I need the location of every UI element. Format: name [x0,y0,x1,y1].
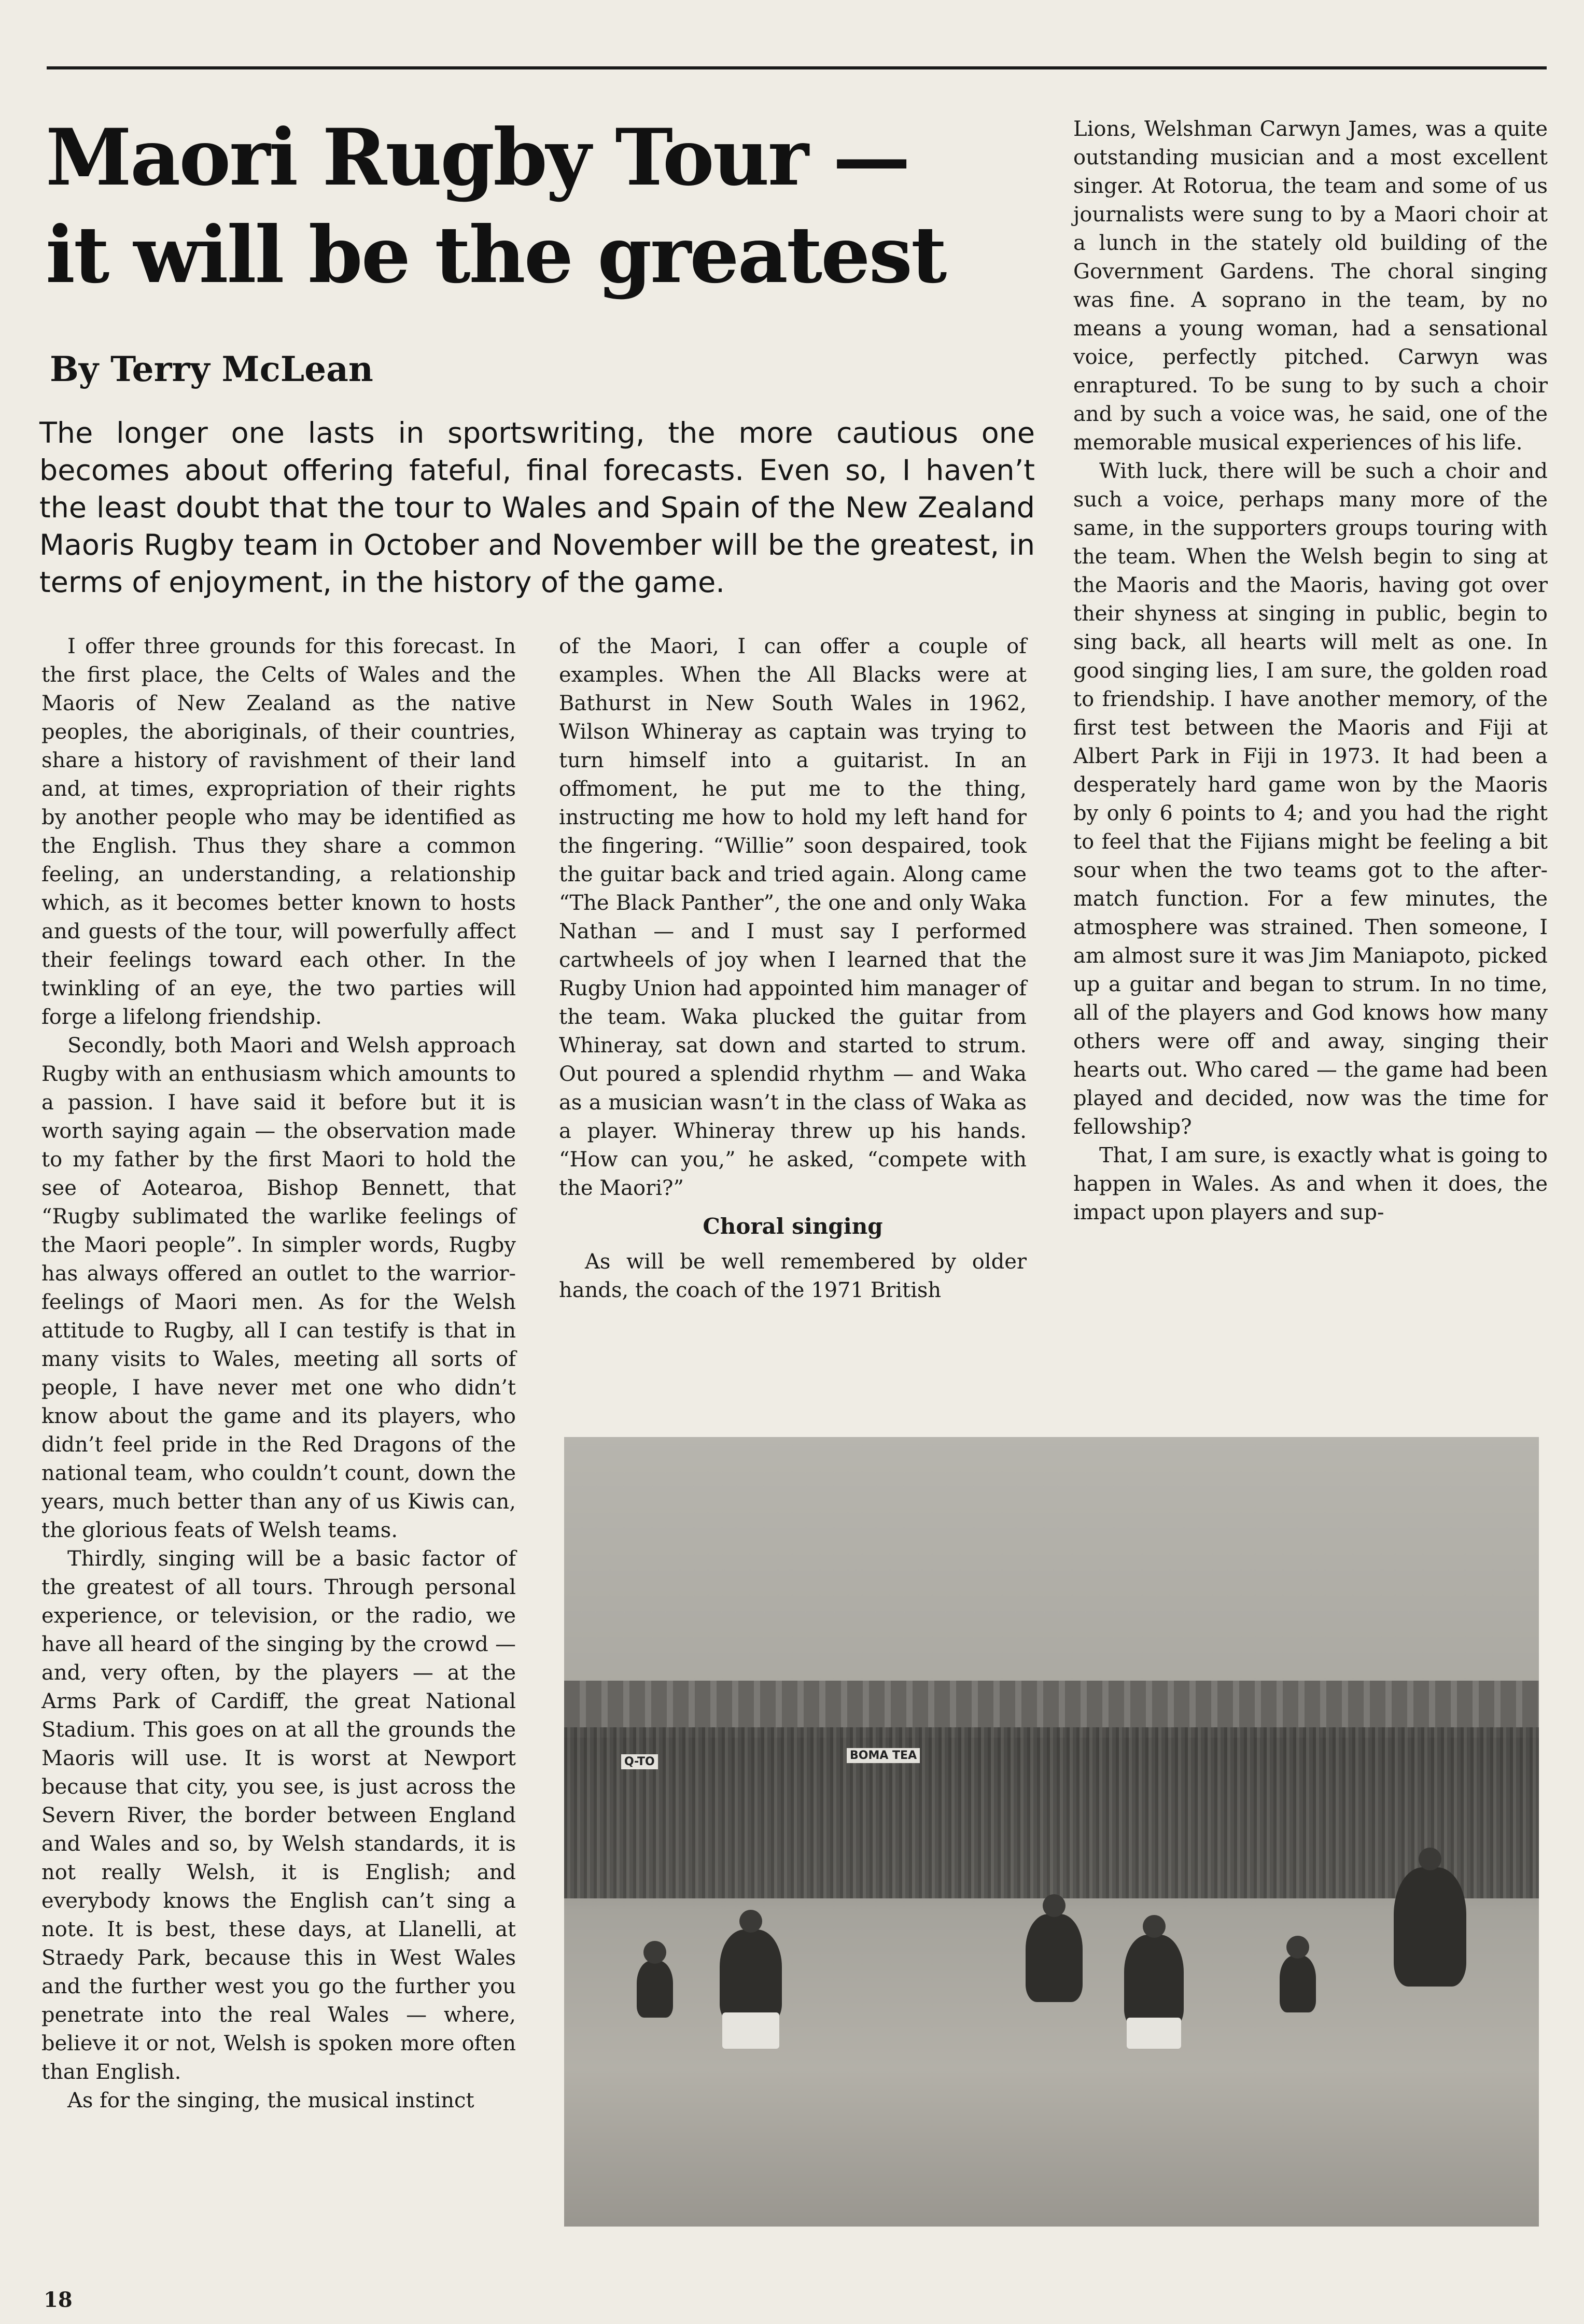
photo-player [1124,1935,1184,2028]
subheading-choral-singing: Choral singing [703,1214,883,1239]
top-rule [47,66,1547,69]
headline-line-1: Maori Rugby Tour — [46,112,909,203]
headline-line-2: it will be the greatest [46,209,946,301]
intro-paragraph: The longer one lasts in sportswriting, the more cautious one becomes about offering fateful, final forecasts. Even so, I haven’t the least doubt that the tour to Wales and Spain of the New Zealand Maoris Rugby team in October and November will be the greatest, in terms of enjoyment, in the history of the game. [39,416,1035,599]
column-2 [559,632,1027,1305]
rugby-match-photo [564,1437,1539,2227]
col3-paragraph-1: Lions, Welshman Carwyn James, was a quite outstanding musician and a most excellent singer. At Rotorua, the team and some of us journalists were sung to by a Maori choir at a lunch in the stately old building of the Government Gardens. The choral singing was fine. A soprano in the team, by no means a young woman, had a sensational voice, perfectly pitched. Carwyn was enraptured. To be sung to by such a choir and by such a voice was, he said, one of the memorable musical experiences of his life. [1073,117,1548,455]
col2-paragraph-2: As will be well remembered by older hands, the coach of the 1971 British [559,1250,1027,1302]
photo-advert-sign: Q-TO [621,1754,658,1769]
col1-paragraph-3: Thirdly, singing will be a basic factor of the greatest of all tours. Through personal experience, or television, or the radio, we have all heard of the singing by the crowd — and, very often, by the players — at the Arms Park of Cardiff, the great National Stadium. This goes on at all the grounds the Maoris will use. It is worst at Newport because that city, you see, is just across the Severn River, the border between England and Wales and so, by Welsh standards, it is not really Welsh, it is English; and everybody knows the English can’t sing a note. It is best, these days, at Llanelli, at Straedy Park, because this in West Wales and the further west you go the further you penetrate into the real Wales — where, believe it or not, Welsh is spoken more often than English. [41,1547,516,2084]
photo-player-shorts [1127,2018,1181,2049]
headline [46,109,1062,304]
page-number: 18 [44,2288,73,2312]
col1-paragraph-2: Secondly, both Maori and Welsh approach Rugby with an enthusiasm which amounts to a passion. I have said it before but it is worth saying again — the observation made to my father by the first Maori to hold the see of Aotearoa, Bishop Bennett, that “Rugby sublimated the warlike feelings of the Maori people”. In simpler words, Rugby has always offered an outlet to the warrior-feelings of Maori men. As for the Welsh attitude to Rugby, all I can testify is that in many visits to Wales, meeting all sorts of people, I have never met one who didn’t know about the game and its players, who didn’t feel pride in the Red Dragons of the national team, who couldn’t count, down the years, much better than any of us Kiwis can, the glorious feats of Welsh teams. [41,1034,516,1542]
photo-player [720,1929,782,2023]
photo-player-shorts [722,2012,779,2049]
col3-paragraph-2: With luck, there will be such a choir and such a voice, perhaps many more of the same, in the supporters groups touring with the team. When the Welsh begin to sing at the Maoris and the Maoris, having got over their shyness at singing in public, begin to sing back, all hearts will melt as one. In good singing lies, I am sure, the golden road to friendship. I have another memory, of the first test between the Maoris and Fiji at Albert Park in Fiji in 1973. It had been a desperately hard game won by the Maoris by only 6 points to 4; and you had the right to feel that the Fijians might be feeling a bit sour when the two teams got to the after-match function. For a few minutes, the atmosphere was strained. Then someone, I am almost sure it was Jim Maniapoto, picked up a guitar and began to strum. In no time, all of the players and God knows how many others were off and away, singing their hearts out. Who cared — the game had been played and decided, now was the time for fellowship? [1073,459,1548,1139]
column-1 [41,632,516,2115]
col1-paragraph-1: I offer three grounds for this forecast. In the first place, the Celts of Wales and the Maoris of New Zealand as the native peoples, the aboriginals, of their countries, share a history of ravishment of their land and, at times, expropriation of their rights by another people who may be identified as the English. Thus they share a common feeling, an understanding, a relationship which, as it becomes better known to hosts and guests of the tour, will powerfully affect their feelings toward each other. In the twinkling of an eye, the two parties will forge a lifelong friendship. [41,635,516,1029]
col2-paragraph-1: of the Maori, I can offer a couple of examples. When the All Blacks were at Bathurst in New South Wales in 1962, Wilson Whineray as captain was trying to turn himself into a guitarist. In an offmoment, he put me to the thing, instructing me how to hold my left hand for the fingering. “Willie” soon despaired, took the guitar back and tried again. Along came “The Black Panther”, the one and only Waka Nathan — and I must say I performed cartwheels of joy when I learned that the Rugby Union had appointed him manager of the team. Waka plucked the guitar from Whineray, sat down and started to strum. Out poured a splendid rhythm — and Waka as a musician wasn’t in the class of Waka as a player. Whineray threw up his hands. “How can you,” he asked, “compete with the Maori?” [559,635,1027,1200]
photo-crowd [564,1727,1539,1898]
photo-player [1280,1955,1316,2012]
col3-paragraph-3: That, I am sure, is exactly what is going to happen in Wales. As and when it does, the impact upon players and sup- [1073,1144,1548,1224]
photo-advert-sign: BOMA TEA [847,1748,920,1763]
photo-player [1394,1867,1466,1987]
photo-player [1026,1914,1083,2002]
column-3 [1073,115,1548,1227]
col1-paragraph-4: As for the singing, the musical instinct [67,2089,474,2112]
photo-player [637,1961,673,2018]
byline: By Terry McLean [50,349,373,389]
